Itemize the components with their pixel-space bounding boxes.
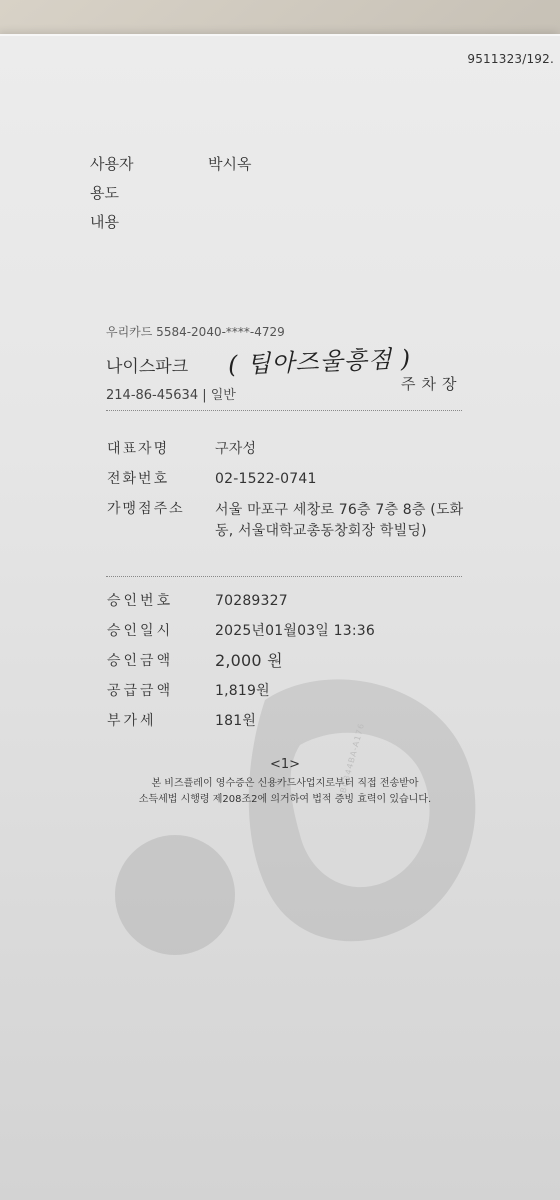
address-value: 서울 마포구 세창로 76층 7층 8층 (도화동, 서울대학교총동창회장 학빌딩) — [215, 502, 464, 539]
divider-top — [106, 410, 462, 411]
user-row — [90, 150, 251, 179]
business-number-line: 214-86-45634 | 일반 — [106, 388, 236, 403]
address-row — [107, 500, 467, 542]
address-label: 가맹점주소 — [107, 501, 185, 517]
supply-amount-value: 1,819원 — [215, 683, 270, 699]
footer-line-1: 본 비즈플레이 영수증은 신용카드사업지로부터 직접 전송받아 — [151, 778, 419, 789]
page-indicator: <1> — [269, 757, 301, 772]
paper-edge — [0, 34, 560, 36]
document-number: 9511323/192. — [467, 52, 554, 66]
card-number-line: 우리카드 5584-2040-****-4729 — [106, 325, 285, 339]
approval-number-row — [107, 591, 467, 611]
approval-date-value: 2025년01월03일 13:36 — [215, 623, 376, 639]
content-row — [90, 208, 251, 237]
divider-middle — [106, 576, 462, 577]
approval-amount-label: 승인금액 — [107, 653, 174, 669]
purpose-label: 용도 — [90, 184, 119, 202]
approval-date-label: 승인일시 — [107, 623, 174, 639]
phone-row — [107, 470, 467, 489]
supply-amount-label: 공급금액 — [107, 683, 174, 699]
vat-value: 181원 — [215, 713, 257, 729]
representative-label: 대표자명 — [107, 441, 170, 457]
phone-value: 02-1522-0741 — [215, 471, 317, 487]
user-label: 사용자 — [90, 155, 134, 173]
merchant-section — [107, 440, 467, 553]
purpose-row — [90, 179, 251, 208]
approval-amount-value: 2,000 원 — [215, 651, 283, 670]
footer-line-2: 소득세법 시행령 제208조2에 의거하여 법적 증빙 효력이 있습니다. — [138, 794, 432, 805]
watermark-side-text: ABC344BA-A176 — [337, 721, 367, 801]
content-label: 내용 — [90, 213, 119, 231]
approval-date-row — [107, 621, 467, 641]
supply-amount-row — [107, 681, 467, 701]
approval-number-label: 승인번호 — [107, 593, 174, 609]
vat-label: 부가세 — [107, 713, 157, 729]
store-category: 주차장 — [401, 375, 463, 393]
user-value: 박시옥 — [208, 155, 252, 173]
handwritten-note: ( 팁아즈울흥점 ) — [227, 344, 412, 379]
approval-amount-row — [107, 651, 467, 671]
receipt-footer — [90, 757, 480, 808]
user-info-section — [90, 150, 251, 237]
representative-value: 구자성 — [215, 441, 257, 457]
store-name: 나이스파크 — [106, 357, 189, 377]
approval-section — [107, 591, 467, 741]
approval-number-value: 70289327 — [215, 593, 288, 609]
vat-row — [107, 711, 467, 731]
phone-label: 전화번호 — [107, 471, 170, 487]
representative-row — [107, 440, 467, 459]
